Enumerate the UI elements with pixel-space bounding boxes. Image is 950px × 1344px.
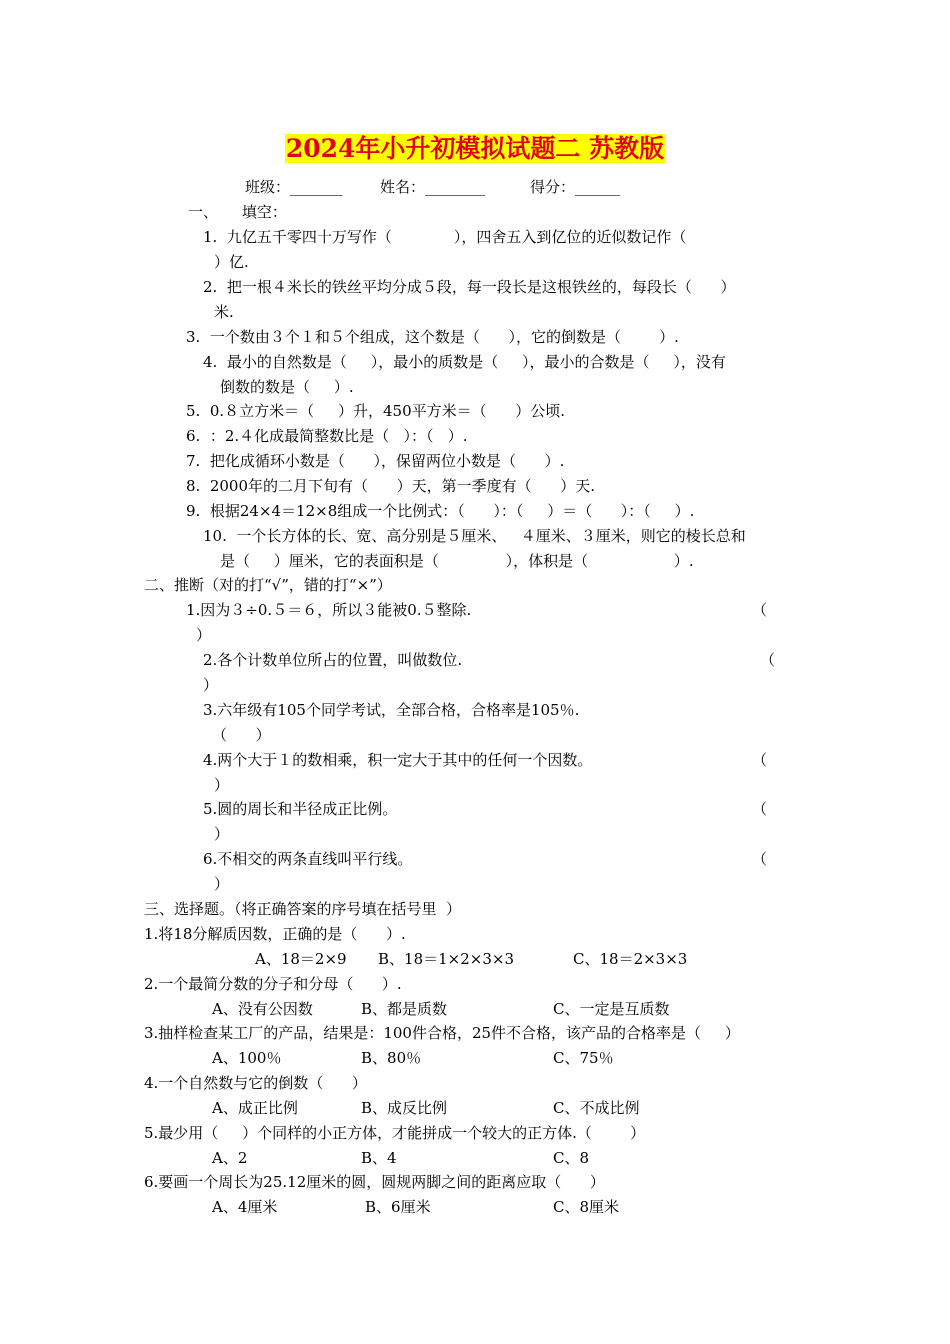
choice-4-option-a: A、成正比例 (212, 1099, 298, 1117)
question-2-cont: 米. (214, 303, 234, 321)
question-10: 10. 一个长方体的长、宽、高分别是５厘米、 ４厘米、３厘米，则它的棱长总和 (203, 527, 746, 545)
section1-heading: 一、 填空： (188, 203, 287, 221)
choice-2: 2.一个最简分数的分子和分母（ ）. (144, 975, 402, 993)
choice-1-option-c: C、18＝2×3×3 (573, 950, 688, 968)
class-field: 班级：_______ (245, 178, 343, 196)
question-8: 8. 2000年的二月下旬有（ ）天，第一季度有（ ）天. (186, 477, 596, 495)
question-3: 3. 一个数由３个１和５个组成，这个数是（ ），它的倒数是（ ）. (186, 328, 679, 346)
choice-1-option-a: A、18＝2×9 (255, 950, 347, 968)
title-text: 2024年小升初模拟试题二 苏教版 (285, 134, 665, 163)
choice-1: 1.将18分解质因数，正确的是（ ）. (144, 925, 406, 943)
choice-2-option-a: A、没有公因数 (212, 1000, 313, 1018)
question-6: 6. ：2.４化成最简整数比是（ ）：（ ）. (186, 427, 468, 445)
choice-2-option-b: B、都是质数 (361, 1000, 448, 1018)
choice-5-option-b: B、4 (361, 1149, 397, 1167)
choice-5: 5.最少用（ ）个同样的小正方体，才能拼成一个较大的正方体.（ ） (144, 1124, 646, 1142)
judge-3: 3.六年级有105个同学考试，全部合格，合格率是105％. (203, 701, 580, 719)
choice-5-option-a: A、2 (212, 1149, 248, 1167)
choice-6-option-b: B、6厘米 (365, 1198, 431, 1216)
choice-2-option-c: C、一定是互质数 (553, 1000, 670, 1018)
judge-2-paren-close: ） (203, 676, 219, 694)
choice-5-option-c: C、8 (553, 1149, 590, 1167)
section2-heading: 二、推断（对的打“√”，错的打“×”） (144, 576, 392, 594)
question-2: 2. 把一根４米长的铁丝平均分成５段，每一段长是这根铁丝的，每段长（ ） (203, 278, 736, 296)
choice-3: 3.抽样检查某工厂的产品，结果是：100件合格，25件不合格，该产品的合格率是（ ） (144, 1024, 740, 1042)
judge-2: 2.各个计数单位所占的位置，叫做数位. (203, 651, 463, 669)
choice-4: 4.一个自然数与它的倒数（ ） (144, 1074, 367, 1092)
choice-1-option-b: B、18＝1×2×3×3 (378, 950, 514, 968)
question-9: 9. 根据24×4＝12×8组成一个比例式：（ ）：（ ）＝（ ）：（ ）. (186, 502, 695, 520)
judge-1-paren-open: （ (752, 601, 768, 619)
judge-4-paren-open: （ (752, 751, 768, 769)
choice-3-option-b: B、80％ (361, 1049, 422, 1067)
judge-2-paren-open: （ (760, 651, 776, 669)
score-field: 得分：______ (530, 178, 621, 196)
judge-5: 5.圆的周长和半径成正比例。 (203, 800, 398, 818)
judge-5-paren-close: ） (214, 825, 230, 843)
judge-4-paren-close: ） (214, 776, 230, 794)
judge-6-paren-close: ） (214, 875, 230, 893)
judge-3-parens: （ ） (212, 726, 271, 744)
question-5: 5. 0.８立方米＝（ ）升，450平方米＝（ ）公顷. (186, 402, 566, 420)
question-1: 1. 九亿五千零四十万写作（ ），四舍五入到亿位的近似数记作（ (203, 228, 687, 246)
question-4: 4. 最小的自然数是（ ），最小的质数是（ ），最小的合数是（ ），没有 (203, 353, 726, 371)
name-field: 姓名：________ (380, 178, 486, 196)
choice-4-option-c: C、不成比例 (553, 1099, 640, 1117)
question-10-cont: 是（ ）厘米，它的表面积是（ ），体积是（ ）. (220, 552, 694, 570)
choice-6-option-a: A、4厘米 (212, 1198, 278, 1216)
judge-4: 4.两个大于１的数相乘，积一定大于其中的任何一个因数。 (203, 751, 593, 769)
choice-3-option-c: C、75％ (553, 1049, 614, 1067)
question-1-cont: ）亿. (214, 253, 249, 271)
page-title (0, 133, 950, 164)
judge-5-paren-open: （ (752, 800, 768, 818)
choice-6-option-c: C、8厘米 (553, 1198, 620, 1216)
question-4-cont: 倒数的数是（ ）. (220, 378, 354, 396)
choice-3-option-a: A、100％ (212, 1049, 282, 1067)
section3-heading: 三、选择题。（将正确答案的序号填在括号里 ） (144, 900, 462, 918)
judge-1: 1.因为３÷0.５＝６，所以３能被0.５整除. (186, 601, 472, 619)
judge-6-paren-open: （ (752, 850, 768, 868)
choice-4-option-b: B、成反比例 (361, 1099, 448, 1117)
choice-6: 6.要画一个周长为25.12厘米的圆，圆规两脚之间的距离应取（ ） (144, 1173, 605, 1191)
question-7: 7. 把化成循环小数是（ ），保留两位小数是（ ）. (186, 452, 565, 470)
judge-1-paren-close: ） (196, 626, 212, 644)
judge-6: 6.不相交的两条直线叫平行线。 (203, 850, 413, 868)
